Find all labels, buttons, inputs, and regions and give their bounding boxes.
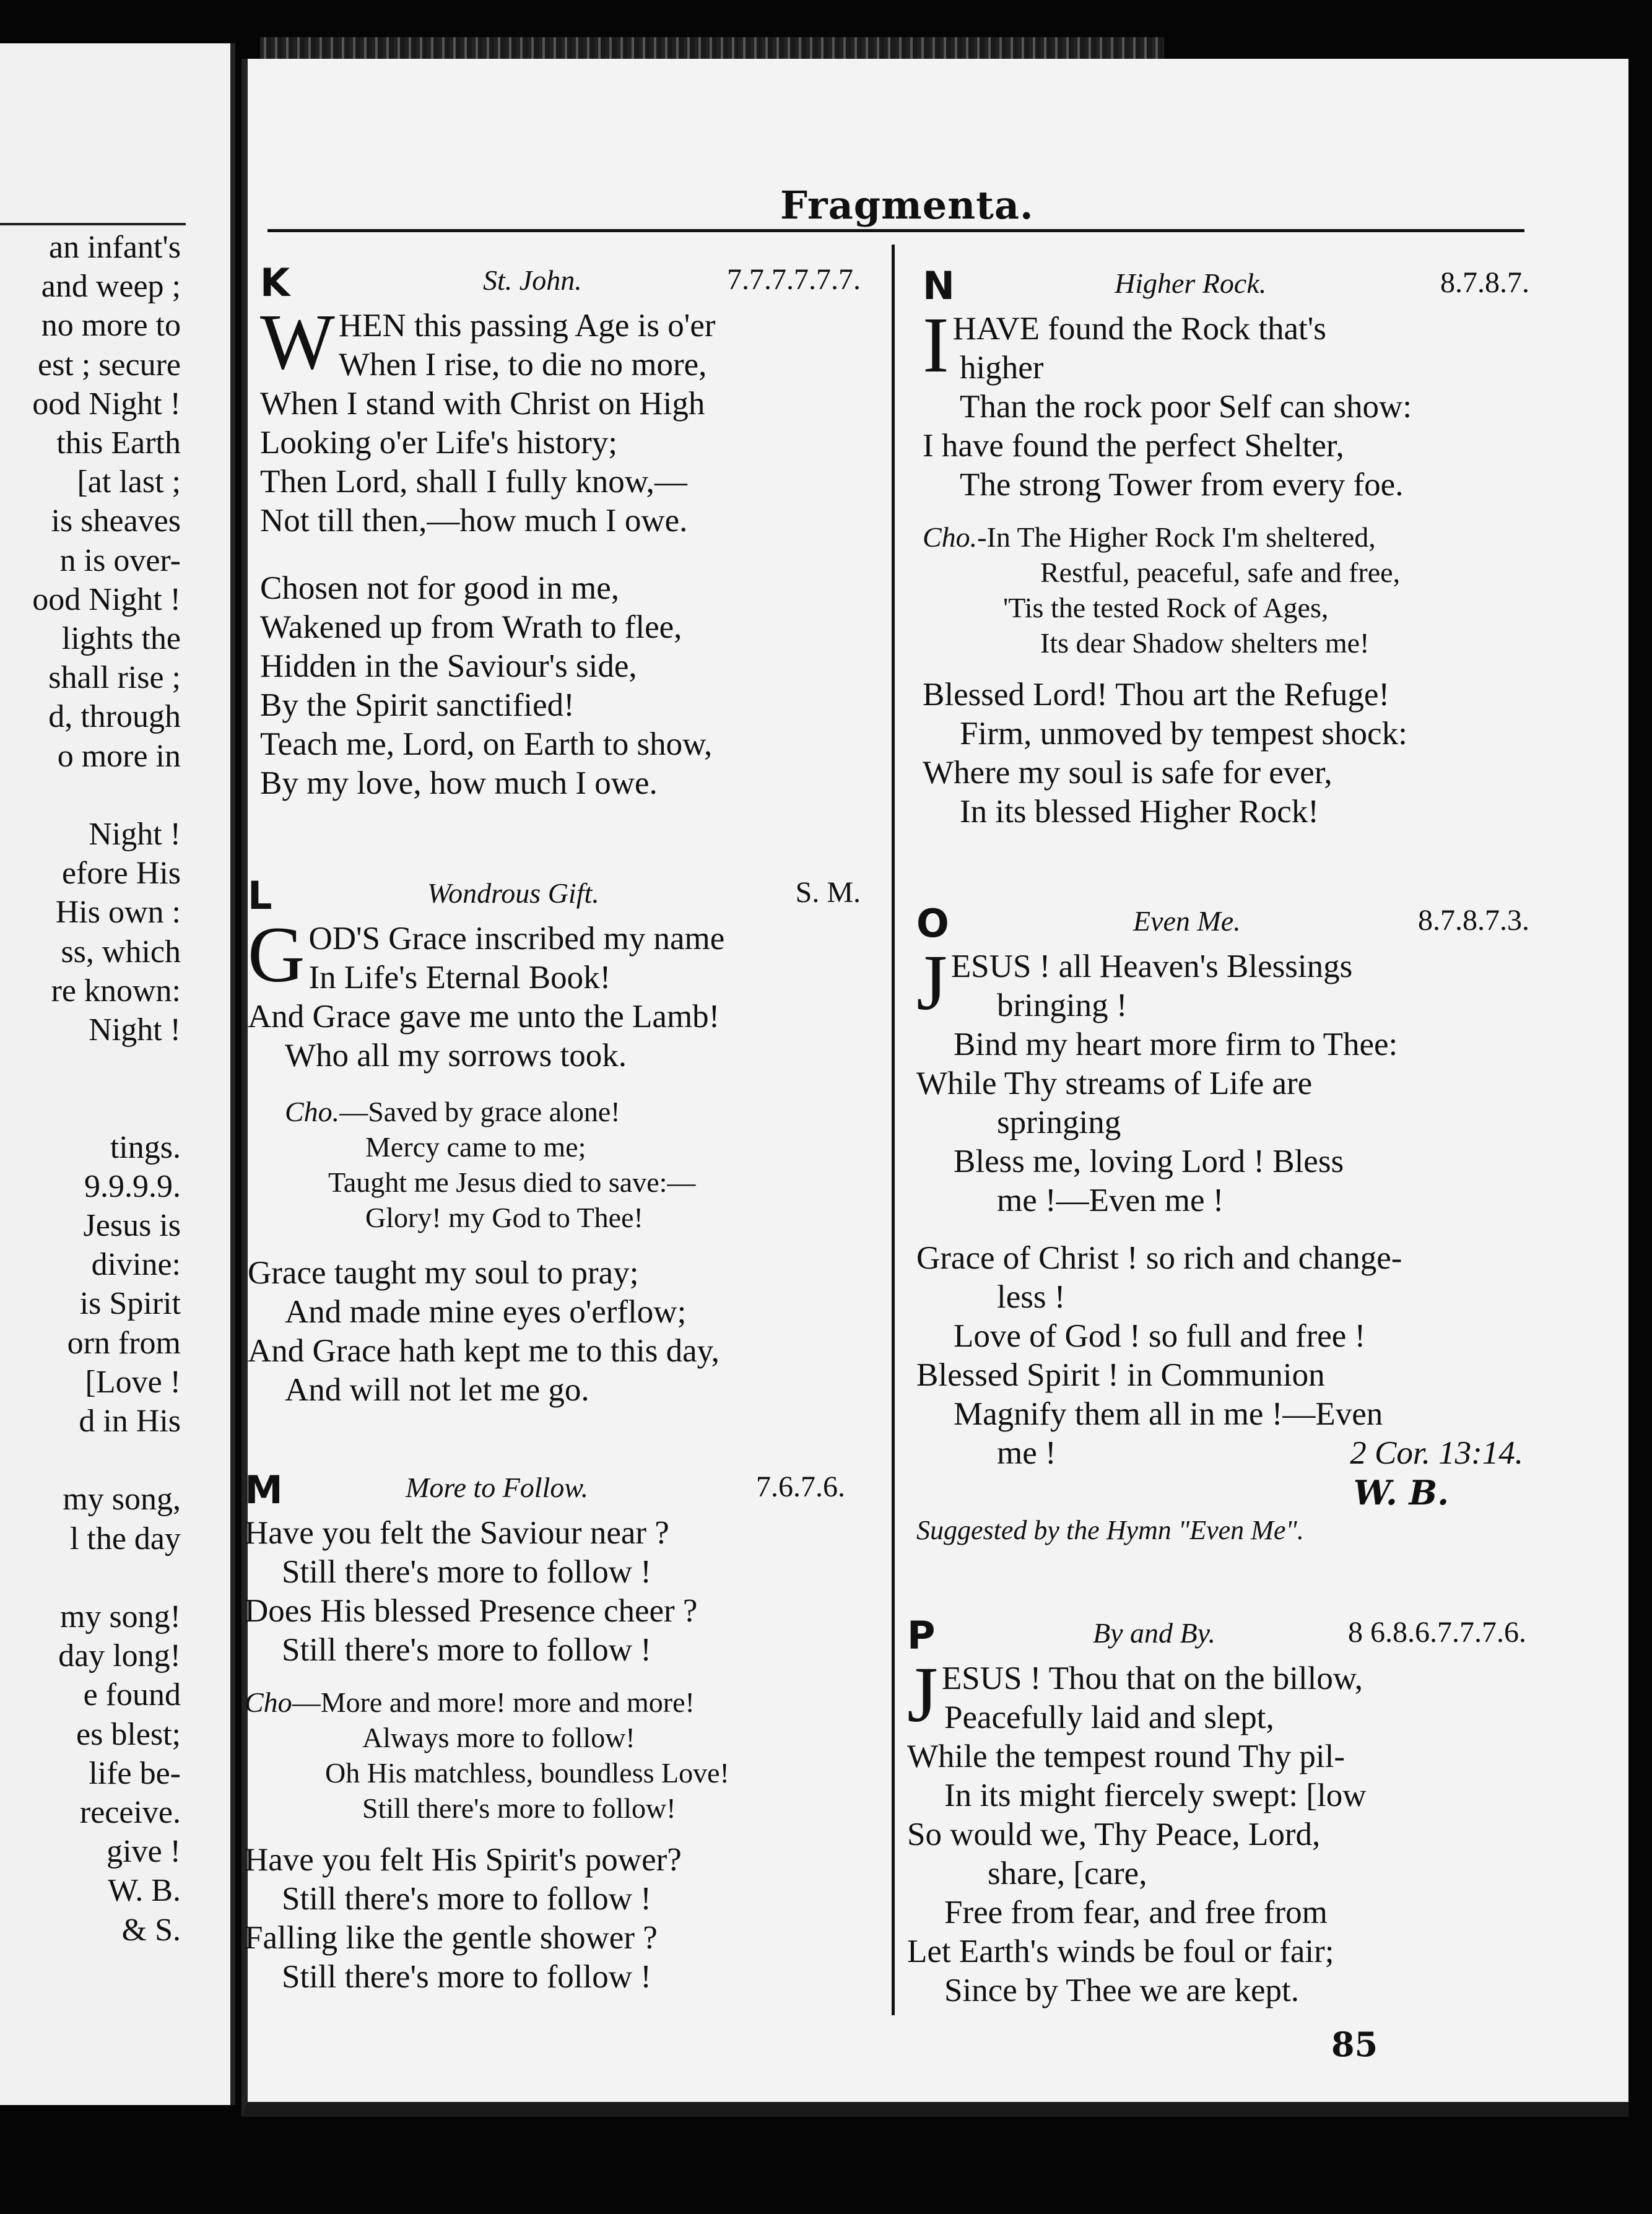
chorus-line: —Saved by grace alone! bbox=[339, 1096, 620, 1127]
hymn-note: Suggested by the Hymn "Even Me". bbox=[916, 1515, 1304, 1545]
column-divider bbox=[892, 245, 895, 2015]
hymn-letter: N bbox=[923, 263, 955, 308]
verse-line: bringing ! bbox=[997, 988, 1128, 1023]
tune-name: Higher Rock. bbox=[1115, 267, 1267, 299]
verse-line: Grace taught my soul to pray; bbox=[248, 1255, 639, 1291]
verse-line: Falling like the gentle shower ? bbox=[245, 1920, 658, 1956]
facing-page-line: Night ! bbox=[89, 1012, 181, 1048]
verse-line: Does His blessed Presence cheer ? bbox=[245, 1593, 698, 1629]
verse-line: Blessed Lord! Thou art the Refuge! bbox=[923, 677, 1390, 713]
verse-line: Have you felt His Spirit's power? bbox=[245, 1842, 682, 1878]
chorus-line: Restful, peaceful, safe and free, bbox=[1040, 557, 1401, 588]
verse-line: me ! bbox=[997, 1435, 1056, 1471]
verse-line: Love of God ! so full and free ! bbox=[954, 1318, 1366, 1354]
verse-line: Magnify them all in me !—Even bbox=[954, 1396, 1383, 1432]
hymn-l bbox=[248, 873, 861, 1410]
facing-page-rule bbox=[0, 223, 186, 225]
facing-page-line: & S. bbox=[121, 1912, 181, 1948]
hymn-letter: M bbox=[245, 1467, 283, 1513]
verse-line: Since by Thee we are kept. bbox=[944, 1973, 1299, 2008]
verse-line: springing bbox=[997, 1105, 1121, 1140]
facing-page-line: orn from bbox=[67, 1325, 181, 1361]
facing-page-line: no more to bbox=[41, 308, 181, 344]
drop-cap: J bbox=[916, 939, 947, 1027]
verse-line: share, [care, bbox=[988, 1856, 1147, 1891]
scripture-reference: 2 Cor. 13:14. bbox=[1350, 1435, 1523, 1471]
verse-line: Still there's more to follow ! bbox=[282, 1554, 651, 1590]
hymn-letter: P bbox=[907, 1613, 936, 1658]
verse-line: Who all my sorrows took. bbox=[285, 1038, 627, 1074]
facing-page-line: [Love ! bbox=[85, 1364, 181, 1400]
facing-page-line: ood Night ! bbox=[32, 581, 181, 617]
verse-line: Hidden in the Saviour's side, bbox=[260, 648, 637, 684]
facing-page-line: e found bbox=[83, 1677, 181, 1713]
verse-line: While the tempest round Thy pil- bbox=[907, 1739, 1346, 1774]
verse-line: Bless me, loving Lord ! Bless bbox=[954, 1144, 1344, 1179]
page-title: Fragmenta. bbox=[780, 183, 1034, 228]
facing-page-line: and weep ; bbox=[41, 269, 181, 305]
facing-page-line: es blest; bbox=[76, 1716, 181, 1752]
verse-line: By my love, how much I owe. bbox=[260, 765, 658, 801]
verse-line: And Grace hath kept me to this day, bbox=[248, 1333, 719, 1369]
metre: 8.7.8.7. bbox=[1440, 266, 1529, 299]
drop-cap: I bbox=[923, 301, 949, 389]
verse-line: Still there's more to follow ! bbox=[282, 1632, 651, 1668]
verse-line: Still there's more to follow ! bbox=[282, 1881, 651, 1917]
facing-page-line: give ! bbox=[107, 1834, 181, 1870]
author-initials: W. B. bbox=[1353, 1473, 1449, 1513]
facing-page-line: life be- bbox=[89, 1755, 181, 1791]
hymn-m bbox=[245, 1467, 858, 1997]
facing-page-line: day long! bbox=[58, 1638, 181, 1674]
verse-line: Teach me, Lord, on Earth to show, bbox=[260, 726, 713, 762]
tune-name: St. John. bbox=[483, 264, 582, 296]
chorus-line: Oh His matchless, boundless Love! bbox=[325, 1757, 729, 1789]
chorus-line: —More and more! more and more! bbox=[292, 1687, 695, 1718]
facing-page-line: l the day bbox=[69, 1521, 181, 1556]
chorus-line: Still there's more to follow! bbox=[362, 1792, 676, 1824]
metre: 8 6.8.6.7.7.7.6. bbox=[1348, 1616, 1526, 1649]
verse-line: When I stand with Christ on High bbox=[260, 386, 705, 422]
verse-line: HEN this passing Age is o'er bbox=[338, 308, 716, 344]
facing-page-line: lights the bbox=[61, 621, 181, 656]
facing-page-line: is Spirit bbox=[79, 1286, 181, 1322]
chorus-label: Cho. bbox=[285, 1096, 340, 1127]
facing-page-line: d in His bbox=[79, 1404, 181, 1439]
verse-line: Looking o'er Life's history; bbox=[260, 425, 617, 461]
metre: 8.7.8.7.3. bbox=[1418, 904, 1529, 937]
tune-name: Wondrous Gift. bbox=[427, 877, 599, 909]
verse-line: Wakened up from Wrath to flee, bbox=[260, 609, 682, 645]
facing-page-line: an infant's bbox=[49, 230, 181, 265]
hymn-k bbox=[260, 260, 861, 803]
page-number: 85 bbox=[1331, 2025, 1378, 2064]
facing-page-line: 9.9.9.9. bbox=[84, 1168, 181, 1204]
metre: 7.6.7.6. bbox=[756, 1470, 845, 1503]
hymn-letter: K bbox=[260, 260, 290, 305]
facing-page-line: my song! bbox=[60, 1599, 181, 1634]
facing-page-line: efore His bbox=[61, 856, 181, 892]
verse-line: Chosen not for good in me, bbox=[260, 570, 619, 606]
verse-line: higher bbox=[960, 350, 1044, 386]
facing-page-line: tings. bbox=[110, 1129, 181, 1165]
verse-line: And will not let me go. bbox=[285, 1372, 589, 1408]
facing-page-line: Night ! bbox=[89, 817, 181, 852]
facing-page-line: n is over- bbox=[59, 542, 181, 578]
verse-line: While Thy streams of Life are bbox=[916, 1066, 1313, 1101]
verse-line: less ! bbox=[997, 1279, 1066, 1315]
facing-page-line: Jesus is bbox=[83, 1208, 181, 1243]
verse-line: Grace of Christ ! so rich and change- bbox=[916, 1240, 1402, 1276]
chorus-line: 'Tis the tested Rock of Ages, bbox=[1003, 592, 1329, 623]
drop-cap: W bbox=[260, 298, 335, 386]
hymn-letter: O bbox=[916, 901, 949, 946]
facing-page-line: o more in bbox=[57, 738, 181, 774]
verse-line: I have found the perfect Shelter, bbox=[923, 428, 1344, 464]
verse-line: Have you felt the Saviour near ? bbox=[245, 1515, 669, 1551]
verse-line: OD'S Grace inscribed my name bbox=[308, 921, 725, 957]
verse-line: HAVE found the Rock that's bbox=[952, 311, 1326, 347]
verse-line: In its blessed Higher Rock! bbox=[960, 794, 1319, 830]
facing-page-line: W. B. bbox=[108, 1873, 181, 1909]
metre: 7.7.7.7.7.7. bbox=[727, 263, 861, 296]
metre: S. M. bbox=[795, 876, 861, 909]
hymn-o bbox=[916, 901, 1529, 1548]
verse-line: Then Lord, shall I fully know,— bbox=[260, 464, 687, 500]
verse-line: When I rise, to die no more, bbox=[338, 347, 707, 383]
tune-name: More to Follow. bbox=[406, 1472, 589, 1503]
verse-line: Than the rock poor Self can show: bbox=[960, 389, 1412, 425]
verse-line: By the Spirit sanctified! bbox=[260, 687, 575, 723]
facing-page-line: shall rise ; bbox=[48, 660, 181, 696]
verse-line: ESUS ! Thou that on the billow, bbox=[941, 1660, 1363, 1696]
chorus-line: Its dear Shadow shelters me! bbox=[1040, 627, 1370, 659]
verse-line: Let Earth's winds be foul or fair; bbox=[907, 1934, 1334, 1969]
verse-line: So would we, Thy Peace, Lord, bbox=[907, 1817, 1321, 1852]
verse-line: And Grace gave me unto the Lamb! bbox=[248, 999, 720, 1035]
verse-line: Peacefully laid and slept, bbox=[944, 1700, 1274, 1735]
hymn-p bbox=[907, 1613, 1526, 2010]
chorus-line: -In The Higher Rock I'm sheltered, bbox=[977, 521, 1376, 553]
facing-page-line: my song, bbox=[63, 1482, 181, 1517]
chorus-line: Always more to follow! bbox=[362, 1722, 635, 1753]
hymn-n bbox=[923, 263, 1529, 831]
drop-cap: J bbox=[907, 1651, 938, 1739]
verse-line: Bind my heart more firm to Thee: bbox=[954, 1027, 1398, 1062]
facing-page-line: this Earth bbox=[56, 425, 181, 461]
facing-page-line: receive. bbox=[79, 1795, 181, 1830]
facing-page-line: His own : bbox=[55, 895, 181, 931]
verse-line: In its might fiercely swept: [low bbox=[944, 1778, 1367, 1813]
hymn-letter: L bbox=[248, 873, 272, 918]
chorus-line: Taught me Jesus died to save:— bbox=[328, 1166, 696, 1198]
facing-page-line: est ; secure bbox=[37, 347, 181, 383]
facing-page-line: d, through bbox=[48, 699, 181, 735]
chorus-line: Mercy came to me; bbox=[365, 1131, 586, 1163]
tune-name: By and By. bbox=[1093, 1617, 1215, 1649]
verse-line: And made mine eyes o'erflow; bbox=[285, 1294, 687, 1330]
chorus-label: Cho. bbox=[923, 521, 978, 553]
tune-name: Even Me. bbox=[1133, 905, 1241, 937]
verse-line: Not till then,—how much I owe. bbox=[260, 503, 688, 539]
title-rule bbox=[267, 229, 1524, 232]
verse-line: Where my soul is safe for ever, bbox=[923, 755, 1332, 791]
facing-page-line: ood Night ! bbox=[32, 386, 181, 422]
chorus-line: Glory! my God to Thee! bbox=[365, 1202, 643, 1233]
facing-page-line: is sheaves bbox=[51, 503, 181, 539]
facing-page-line: re known: bbox=[51, 973, 181, 1009]
verse-line: me !—Even me ! bbox=[997, 1183, 1224, 1218]
chorus-label: Cho bbox=[245, 1687, 292, 1718]
drop-cap: G bbox=[248, 911, 305, 999]
verse-line: The strong Tower from every foe. bbox=[960, 467, 1404, 503]
facing-page-line: [at last ; bbox=[77, 464, 181, 500]
verse-line: Free from fear, and free from bbox=[944, 1895, 1328, 1930]
facing-page-fragment bbox=[0, 43, 235, 2105]
verse-line: Firm, unmoved by tempest shock: bbox=[960, 716, 1407, 752]
verse-line: Still there's more to follow ! bbox=[282, 1959, 651, 1995]
facing-page-line: ss, which bbox=[61, 934, 181, 970]
facing-page-line: divine: bbox=[91, 1247, 181, 1283]
verse-line: In Life's Eternal Book! bbox=[308, 960, 611, 996]
verse-line: Blessed Spirit ! in Communion bbox=[916, 1357, 1325, 1393]
verse-line: ESUS ! all Heaven's Blessings bbox=[950, 949, 1353, 984]
